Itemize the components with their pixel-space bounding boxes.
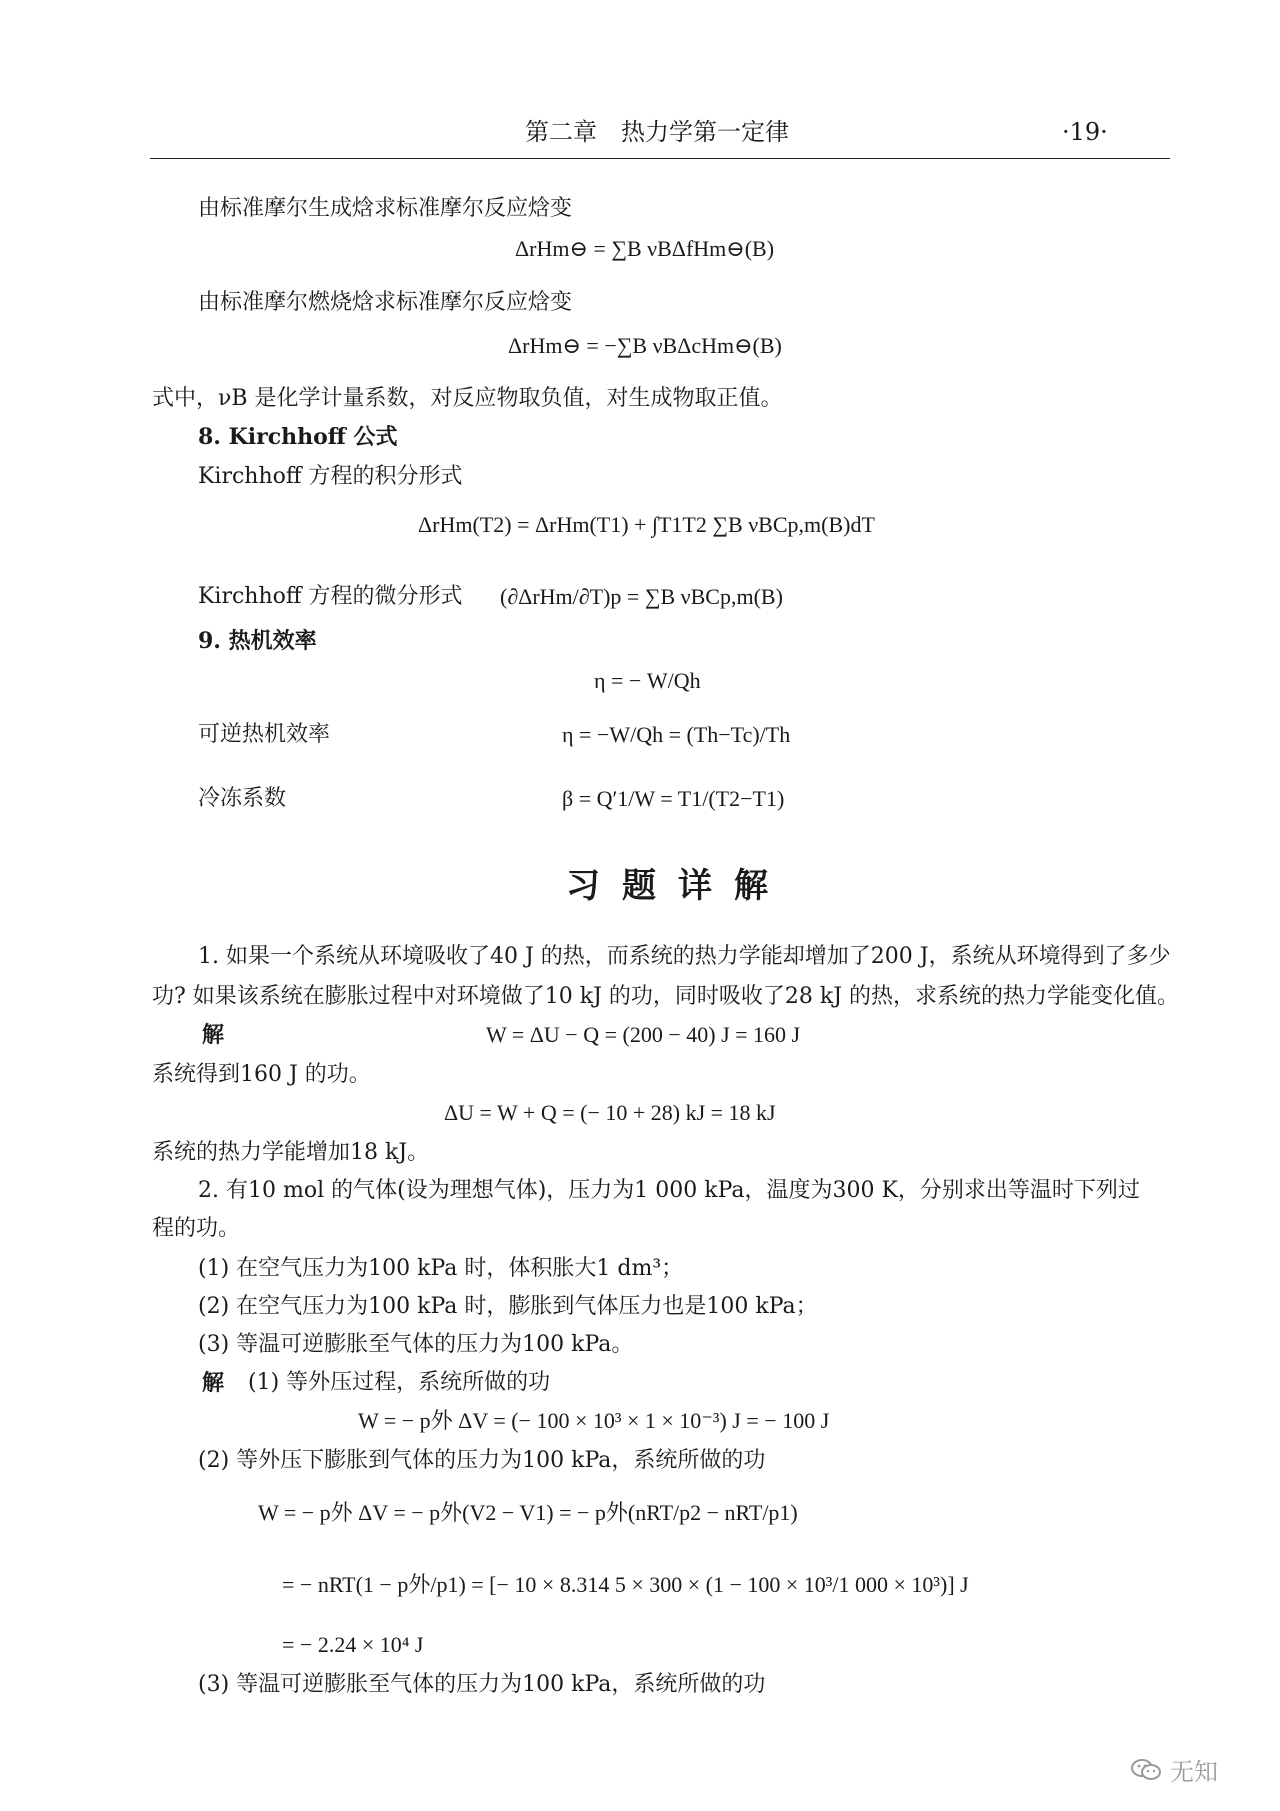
problem2-solution1: (1) 等外压过程，系统所做的功 [248, 1370, 551, 1395]
problem2-item3: (3) 等温可逆膨胀至气体的压力为100 kPa。 [198, 1332, 634, 1357]
combustion-heading: 由标准摩尔燃烧焓求标准摩尔反应焓变 [198, 290, 573, 315]
problem1-result1: 系统得到160 J 的功。 [152, 1062, 371, 1087]
problem2-solution-label: 解 [202, 1370, 225, 1396]
problem1-equation1: W = ΔU − Q = (200 − 40) J = 160 J [486, 1022, 801, 1047]
page-number: ·19· [1062, 118, 1108, 146]
problem2-item2: (2) 在空气压力为100 kPa 时，膨胀到气体压力也是100 kPa； [198, 1294, 818, 1319]
reversible-efficiency-label: 可逆热机效率 [198, 722, 331, 747]
chapter-title: 第二章 热力学第一定律 [525, 118, 789, 146]
problem1-equation2: ΔU = W + Q = (− 10 + 28) kJ = 18 kJ [444, 1100, 776, 1125]
problem2-solution2-equation2: = − nRT(1 − p外/p1) = [− 10 × 8.314 5 × 300 × (1 − 100 × 10³/1 000 × 10³)] J [282, 1572, 969, 1597]
formation-heading: 由标准摩尔生成焓求标准摩尔反应焓变 [198, 196, 573, 221]
problem1-solution-label: 解 [202, 1022, 225, 1048]
problem2-solution3: (3) 等温可逆膨胀至气体的压力为100 kPa，系统所做的功 [198, 1672, 766, 1697]
cooling-coefficient-label: 冷冻系数 [198, 786, 287, 811]
engine-efficiency-equation: η = − W/Qh [594, 668, 701, 693]
header-rule [150, 158, 1170, 159]
kirchhoff-heading: 8. Kirchhoff 公式 [198, 424, 398, 450]
kirchhoff-integral-equation: ΔrHm(T2) = ΔrHm(T1) + ∫T1T2 ∑B νBCp,m(B)dT [418, 512, 875, 537]
wechat-icon [1130, 1757, 1162, 1783]
combustion-equation: ΔrHm⊖ = −∑B νBΔcHm⊖(B) [508, 333, 782, 358]
problem2-solution2-equation3: = − 2.24 × 10⁴ J [282, 1632, 424, 1657]
problem2-item1: (1) 在空气压力为100 kPa 时，体积胀大1 dm³； [198, 1256, 684, 1281]
formation-equation: ΔrHm⊖ = ∑B νBΔfHm⊖(B) [515, 236, 775, 261]
problem2-solution2: (2) 等外压下膨胀到气体的压力为100 kPa，系统所做的功 [198, 1448, 766, 1473]
problem2-solution2-equation1: W = − p外 ΔV = − p外(V2 − V1) = − p外(nRT/p2 − nRT/p1) [258, 1500, 798, 1525]
kirchhoff-integral-label: Kirchhoff 方程的积分形式 [198, 464, 463, 489]
watermark [1130, 1752, 1218, 1787]
section-title: 习题详解 [566, 866, 790, 906]
stoichiometric-note: 式中，νB 是化学计量系数，对反应物取负值，对生成物取正值。 [152, 386, 783, 411]
cooling-coefficient-equation: β = Q′1/W = T1/(T2−T1) [562, 786, 785, 811]
problem1-line2: 功? 如果该系统在膨胀过程中对环境做了10 kJ 的功，同时吸收了28 kJ 的热，求系统的热力学能变化值。 [152, 984, 1180, 1009]
problem2-line2: 程的功。 [152, 1216, 241, 1241]
kirchhoff-differential-equation: (∂ΔrHm/∂T)p = ∑B νBCp,m(B) [500, 584, 783, 609]
kirchhoff-differential-label: Kirchhoff 方程的微分形式 [198, 584, 463, 609]
engine-heading: 9. 热机效率 [198, 628, 317, 654]
problem2-line1: 2. 有10 mol 的气体(设为理想气体)，压力为1 000 kPa，温度为300 K，分别求出等温时下列过 [198, 1178, 1140, 1203]
problem1-result2: 系统的热力学能增加18 kJ。 [152, 1140, 430, 1165]
problem2-solution1-equation: W = − p外 ΔV = (− 100 × 10³ × 1 × 10⁻³) J = − 100 J [358, 1408, 830, 1433]
watermark-text: 无知 [1170, 1758, 1218, 1786]
problem1-line1: 1. 如果一个系统从环境吸收了40 J 的热，而系统的热力学能却增加了200 J，系统从环境得到了多少 [198, 944, 1171, 969]
reversible-efficiency-equation: η = −W/Qh = (Th−Tc)/Th [562, 722, 791, 747]
